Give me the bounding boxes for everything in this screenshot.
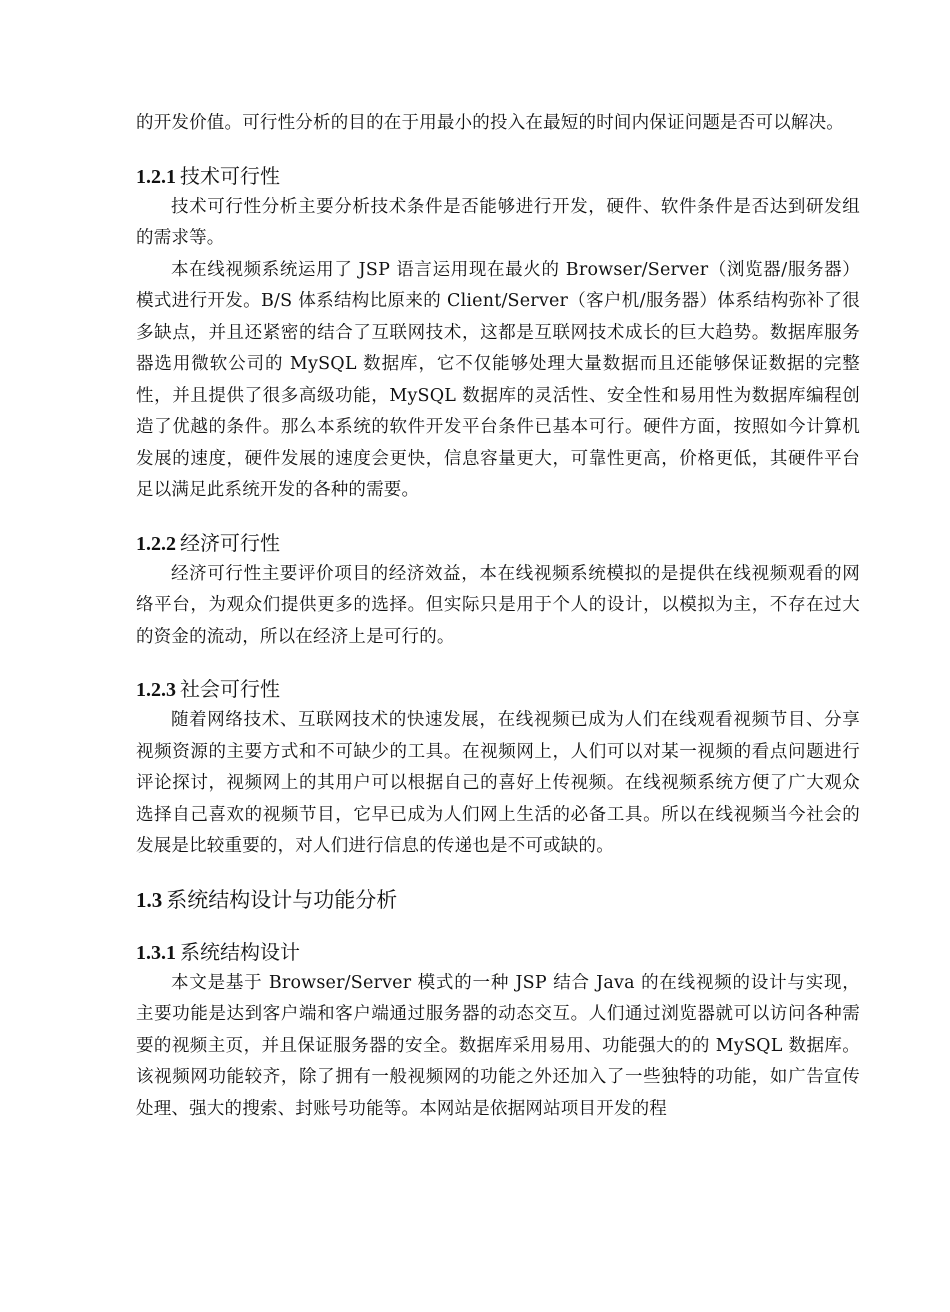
heading-title: 社会可行性: [180, 677, 280, 701]
heading-1-2-2: [136, 528, 860, 559]
document-page: [136, 108, 860, 1125]
heading-title: 技术可行性: [180, 163, 280, 188]
heading-number: 1.2.3: [136, 679, 176, 701]
heading-title: 经济可行性: [180, 530, 280, 555]
heading-1-2-1: [136, 161, 860, 192]
heading-number: 1.2.2: [136, 532, 176, 555]
tech-feasibility-paragraph-1: 技术可行性分析主要分析技术条件是否能够进行开发，硬件、软件条件是否达到研发组的需求等。: [136, 196, 860, 248]
heading-number: 1.2.1: [136, 165, 176, 188]
economic-feasibility-paragraph: 经济可行性主要评价项目的经济效益，本在线视频系统模拟的是提供在线视频观看的网络平台，为观众们提供更多的选择。但实际只是用于个人的设计，以模拟为主，不存在过大的资金的流动，所以在经济上是可行的。: [136, 563, 860, 647]
heading-title: 系统结构设计与功能分析: [166, 887, 398, 912]
heading-1-2-3: [136, 674, 860, 705]
social-feasibility-paragraph: 随着网络技术、互联网技术的快速发展，在线视频已成为人们在线观看视频节目、分享视频资源的主要方式和不可缺少的工具。在视频网上，人们可以对某一视频的看点问题进行评论探讨，视频网上的其用户可以根据自己的喜好上传视频。在线视频系统方便了广大观众选择自己喜欢的视频节目，它早已成为人们网上生活的必备工具。所以在线视频当今社会的发展是比较重要的，对人们进行信息的传递也是不可或缺的。: [136, 710, 860, 856]
tech-feasibility-paragraph-2: 本在线视频系统运用了 JSP 语言运用现在最火的 Browser/Server（浏览器/服务器）模式进行开发。B/S 体系结构比原来的 Client/Server（客户机/服务器）体系结构弥补了很多缺点，并且还紧密的结合了互联网技术，这都是互联网技术成长的巨大趋势。数据库服务器选用微软公司的 MySQL 数据库，它不仅能够处理大量数据而且还能够保证数据的完整性，并且提供了很多高级功能，MySQL 数据库的灵活性、安全性和易用性为数据库编程创造了优越的条件。那么本系统的软件开发平台条件已基本可行。硬件方面，按照如今计算机发展的速度，硬件发展的速度会更快，信息容量更大，可靠性更高，价格更低，其硬件平台足以满足此系统开发的各种的需要。: [136, 259, 860, 500]
heading-number: 1.3.1: [136, 941, 176, 964]
heading-title: 系统结构设计: [180, 939, 300, 964]
heading-1-3-1: [136, 937, 860, 968]
heading-1-3: [136, 885, 860, 915]
system-structure-paragraph: 本文是基于 Browser/Server 模式的一种 JSP 结合 Java 的在线视频的设计与实现，主要功能是达到客户端和客户端通过服务器的动态交互。人们通过浏览器就可以访问各种需要的视频主页，并且保证服务器的安全。数据库采用易用、功能强大的的 MySQL 数据库。该视频网功能较齐，除了拥有一般视频网的功能之外还加入了一些独特的功能，如广告宣传处理、强大的搜索、封账号功能等。本网站是依据网站项目开发的程: [136, 972, 860, 1119]
heading-number: 1.3: [136, 887, 163, 912]
intro-paragraph: 的开发价值。可行性分析的目的在于用最小的投入在最短的时间内保证问题是否可以解决。: [136, 113, 844, 133]
